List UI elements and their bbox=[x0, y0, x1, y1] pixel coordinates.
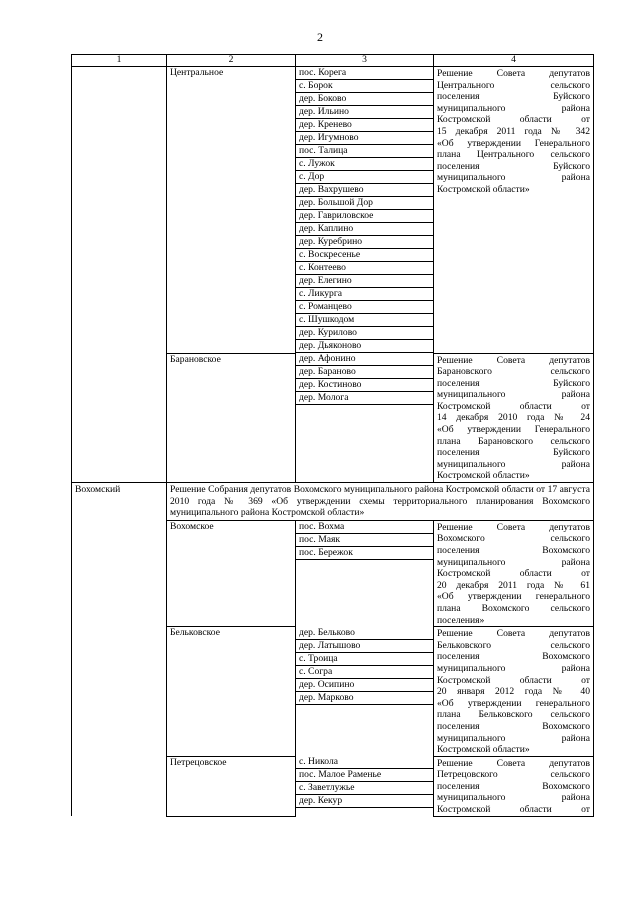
decision-line: поселения Буйского bbox=[437, 91, 590, 103]
decision-line: Барановского сельского bbox=[437, 366, 590, 378]
settlement-item: с. Ликурга bbox=[296, 288, 433, 301]
decision-line: Костромской области от bbox=[437, 804, 590, 816]
settlements-cell bbox=[296, 627, 434, 757]
settlement-item: дер. Каплино bbox=[296, 223, 433, 236]
decision-line: «Об утверждении Генерального bbox=[437, 137, 590, 149]
settlement-item: дер. Игумново bbox=[296, 132, 433, 145]
decision-line: Костромской области от bbox=[437, 568, 590, 580]
settlement-item: с. Троица bbox=[296, 652, 433, 665]
decision-line: муниципального района bbox=[437, 732, 590, 744]
settlement-item: дер. Бельково bbox=[296, 627, 433, 640]
decision-cell bbox=[434, 627, 594, 757]
decision-line: плана Барановского сельского bbox=[437, 435, 590, 447]
decision-line: Решение Совета депутатов bbox=[437, 521, 590, 533]
settlement-item: с. Борок bbox=[296, 80, 433, 93]
settlement-item: с. Романцево bbox=[296, 301, 433, 314]
settlement-item: дер. Латышово bbox=[296, 639, 433, 652]
settlement-item: дер. Дьяконово bbox=[296, 340, 433, 353]
page-number: 2 bbox=[317, 30, 323, 44]
settlement-item: пос. Вохма bbox=[296, 521, 433, 534]
district-decision-cell: Решение Собрания депутатов Вохомского муниципального района Костромской области от 17 августа 2010 года № 369 «Об утверждении схемы территориального планирования Вохомского муниципального района Костромской области» bbox=[167, 483, 594, 521]
decision-line: плана Бельковского сельского bbox=[437, 709, 590, 721]
municipality-cell: Барановское bbox=[167, 353, 296, 483]
decision-line: муниципального района bbox=[437, 556, 590, 568]
decision-line: поселения Буйского bbox=[437, 377, 590, 389]
table-row bbox=[72, 483, 594, 521]
decision-cell bbox=[434, 67, 594, 354]
header-col-3: 3 bbox=[296, 55, 434, 67]
settlement-item: дер. Курилово bbox=[296, 327, 433, 340]
decision-line: «Об утверждении генерального bbox=[437, 697, 590, 709]
decision-line: Вохомского сельского bbox=[437, 533, 590, 545]
decision-line: Костромской области от bbox=[437, 400, 590, 412]
settlements-list bbox=[296, 521, 433, 560]
decision-line: муниципального района bbox=[437, 389, 590, 401]
settlements-list bbox=[296, 756, 433, 808]
decision-cell bbox=[434, 353, 594, 483]
decision-line: муниципального района bbox=[437, 102, 590, 114]
settlement-item: с. Никола bbox=[296, 756, 433, 769]
table-header-row bbox=[72, 55, 594, 67]
settlement-item: с. Воскресенье bbox=[296, 249, 433, 262]
settlement-item: пос. Маяк bbox=[296, 533, 433, 546]
district-cell: Вохомский bbox=[72, 483, 167, 521]
settlement-item: дер. Осипино bbox=[296, 678, 433, 691]
decision-line: поселения Буйского bbox=[437, 447, 590, 459]
decision-line: Костромской области от bbox=[437, 114, 590, 126]
settlement-item: с. Дор bbox=[296, 171, 433, 184]
decision-line: 15 декабря 2011 года № 342 bbox=[437, 125, 590, 137]
settlements-list bbox=[296, 627, 433, 705]
settlement-item: дер. Ильино bbox=[296, 106, 433, 119]
decision-cell bbox=[434, 756, 594, 816]
settlements-cell bbox=[296, 756, 434, 816]
decision-line: муниципального района bbox=[437, 458, 590, 470]
decision-line: плана Вохомского сельского bbox=[437, 602, 590, 614]
settlement-item: дер. Афонино bbox=[296, 353, 433, 366]
table-row bbox=[72, 67, 594, 354]
district-cell bbox=[72, 627, 167, 757]
decision-line: муниципального района bbox=[437, 172, 590, 184]
settlements-table bbox=[71, 54, 594, 817]
decision-line: Центрального сельского bbox=[437, 79, 590, 91]
header-col-4: 4 bbox=[434, 55, 594, 67]
settlement-item: пос. Талица bbox=[296, 145, 433, 158]
decision-line: поселения Буйского bbox=[437, 160, 590, 172]
table-row bbox=[72, 520, 594, 626]
settlement-item: дер. Кренево bbox=[296, 119, 433, 132]
settlement-item: дер. Елегино bbox=[296, 275, 433, 288]
municipality-cell: Бельковское bbox=[167, 627, 296, 757]
settlement-item: дер. Марково bbox=[296, 691, 433, 704]
settlement-item: дер. Бараново bbox=[296, 366, 433, 379]
settlement-item: дер. Кекур bbox=[296, 795, 433, 808]
decision-line: Решение Совета депутатов bbox=[437, 628, 590, 640]
settlement-item: пос. Бережок bbox=[296, 546, 433, 559]
municipality-cell: Центральное bbox=[167, 67, 296, 354]
decision-line: 20 декабря 2011 года № 61 bbox=[437, 579, 590, 591]
settlement-item: пос. Корега bbox=[296, 67, 433, 80]
decision-line: Решение Совета депутатов bbox=[437, 757, 590, 769]
decision-line: поселения» bbox=[437, 614, 485, 626]
decision-line: Решение Совета депутатов bbox=[437, 68, 590, 79]
settlement-item: с. Контеево bbox=[296, 262, 433, 275]
decision-line: поселения Вохомского bbox=[437, 780, 590, 792]
settlements-list bbox=[296, 67, 433, 353]
municipality-cell: Петрецовское bbox=[167, 756, 296, 816]
district-cell bbox=[72, 520, 167, 626]
decision-line: муниципального района bbox=[437, 662, 590, 674]
decision-line: плана Центрального сельского bbox=[437, 149, 590, 161]
decision-line: Решение Совета депутатов bbox=[437, 354, 590, 366]
decision-line: муниципального района bbox=[437, 792, 590, 804]
settlements-cell bbox=[296, 353, 434, 483]
district-cell bbox=[72, 353, 167, 483]
settlements-cell bbox=[296, 520, 434, 626]
decision-line: 20 января 2012 года № 40 bbox=[437, 686, 590, 698]
decision-line: Костромской области» bbox=[437, 470, 530, 482]
settlement-item: дер. Гавриловское bbox=[296, 210, 433, 223]
table-row bbox=[72, 756, 594, 816]
decision-line: поселения Вохомского bbox=[437, 720, 590, 732]
decision-line: поселения Вохомского bbox=[437, 545, 590, 556]
settlement-item: дер. Молога bbox=[296, 392, 433, 405]
settlement-item: дер. Большой Дор bbox=[296, 197, 433, 210]
decision-cell bbox=[434, 520, 594, 626]
decision-line: Петрецовского сельского bbox=[437, 769, 590, 781]
decision-line: Бельковского сельского bbox=[437, 639, 590, 651]
settlement-item: с. Шушкодом bbox=[296, 314, 433, 327]
settlement-item: дер. Вахрушево bbox=[296, 184, 433, 197]
header-col-2: 2 bbox=[167, 55, 296, 67]
district-cell bbox=[72, 756, 167, 816]
decision-line: «Об утверждении Генерального bbox=[437, 424, 590, 436]
header-col-1: 1 bbox=[72, 55, 167, 67]
decision-line: поселения Вохомского bbox=[437, 651, 590, 663]
decision-line: Костромской области от bbox=[437, 674, 590, 686]
settlement-item: с. Лужок bbox=[296, 158, 433, 171]
district-cell bbox=[72, 67, 167, 354]
municipality-cell: Вохомское bbox=[167, 520, 296, 626]
decision-line: 14 декабря 2010 года № 24 bbox=[437, 412, 590, 424]
settlement-item: дер. Боково bbox=[296, 93, 433, 106]
settlement-item: дер. Куребрино bbox=[296, 236, 433, 249]
settlement-item: с. Заветлужье bbox=[296, 782, 433, 795]
decision-line: Костромской области» bbox=[437, 183, 530, 195]
settlements-cell bbox=[296, 67, 434, 354]
settlement-item: дер. Костиново bbox=[296, 379, 433, 392]
settlement-item: с. Согра bbox=[296, 665, 433, 678]
decision-line: «Об утверждении генерального bbox=[437, 591, 590, 603]
settlements-list bbox=[296, 353, 433, 405]
table-row bbox=[72, 627, 594, 757]
settlement-item: пос. Малое Раменье bbox=[296, 769, 433, 782]
decision-line: Костромской области» bbox=[437, 744, 530, 756]
table-row bbox=[72, 353, 594, 483]
